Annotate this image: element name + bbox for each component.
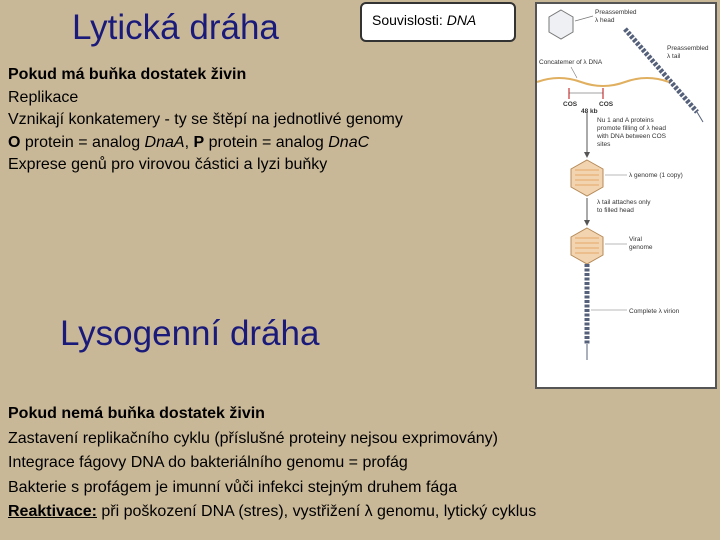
figure-label: Nu 1 and A proteins (597, 117, 654, 124)
figure-label: λ tail (667, 53, 681, 60)
lytic-heading: Pokud má buňka dostatek živin (8, 66, 247, 83)
preassembled-head-shape (549, 10, 573, 39)
context-value: DNA (446, 12, 477, 28)
analog-text: protein = analog (204, 133, 329, 151)
lytic-pathway-text (8, 64, 528, 177)
analog-text: , (184, 133, 194, 151)
lytic-pathway-title: Lytická dráha (72, 8, 279, 47)
lysogenic-line: Zastavení replikačního cyklu (příslušné proteiny nejsou exprimovány) (8, 429, 499, 447)
figure-label: COS (563, 101, 578, 108)
lytic-line: Vznikají konkatemery - ty se štěpí na jednotlivé genomy (8, 111, 403, 128)
figure-label: Preassembled (595, 9, 637, 16)
context-label: Souvislosti: (372, 12, 447, 28)
figure-label: Viral (629, 236, 642, 243)
virion-head-shape (571, 228, 603, 264)
lysogenic-heading: Pokud nemá buňka dostatek živin (8, 405, 265, 422)
figure-label: λ head (595, 17, 615, 24)
context-box (360, 2, 516, 42)
figure-label: 48 kb (581, 108, 598, 115)
figure-label: Preassembled (667, 45, 709, 52)
lysogenic-pathway-title: Lysogenní dráha (60, 314, 320, 353)
analog-text: protein = analog (20, 133, 145, 151)
lambda-assembly-diagram (537, 4, 715, 387)
reactivation-text: při poškození DNA (stres), vystřižení λ genomu, lytický cyklus (96, 503, 537, 520)
lysogenic-line: Integrace fágovy DNA do bakteriálního genomu = profág (8, 454, 408, 471)
figure-label: genome (629, 244, 653, 251)
figure-label: λ tail attaches only (597, 199, 651, 206)
figure-label: Concatemer of λ DNA (539, 59, 603, 66)
figure-label: with DNA between COS (597, 133, 667, 140)
dnac-term: DnaC (328, 133, 370, 151)
lambda-assembly-figure (535, 2, 717, 389)
figure-label: to filled head (597, 207, 634, 214)
dnaa-term: DnaA (144, 133, 185, 151)
preassembled-tail-shape (625, 29, 697, 112)
reactivation-line (8, 500, 713, 525)
lytic-line: Exprese genů pro virovou částici a lyzi buňky (8, 156, 328, 173)
analog-line (8, 132, 528, 155)
figure-label: COS (599, 101, 614, 108)
reactivation-label: Reaktivace: (8, 503, 97, 520)
figure-label: Complete λ virion (629, 308, 680, 315)
lytic-line: Replikace (8, 88, 79, 106)
figure-label: sites (597, 141, 611, 148)
figure-label: λ genome (1 copy) (629, 172, 683, 179)
filled-head-shape (571, 160, 603, 196)
figure-label: promote filling of λ head (597, 125, 667, 132)
lysogenic-pathway-text (8, 402, 713, 525)
lysogenic-line: Bakterie s profágem je imunní vůči infekci stejným druhem fága (8, 478, 458, 496)
p-protein-letter: P (193, 133, 205, 151)
concatemer-dna (537, 78, 669, 86)
o-protein-letter: O (8, 133, 21, 151)
